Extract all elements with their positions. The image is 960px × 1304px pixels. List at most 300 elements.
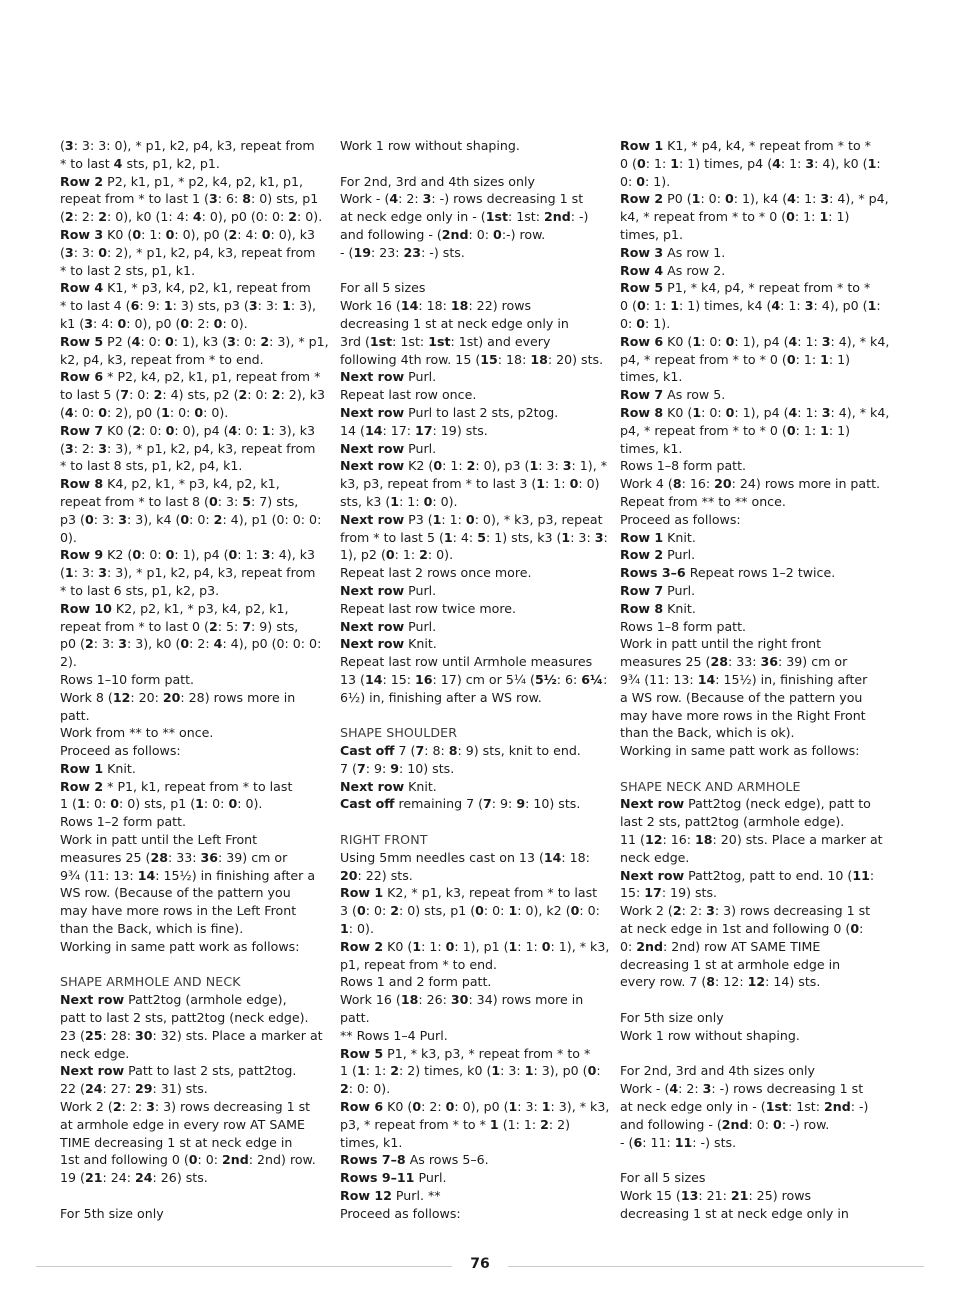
text-run: sts, p1, k2, p1. xyxy=(122,155,220,171)
text-run: : 1), p4 ( xyxy=(174,547,229,563)
text-run: 1st and following 0 ( xyxy=(60,1152,189,1168)
bold-text: Row 8 xyxy=(620,600,664,616)
bold-text: Row 6 xyxy=(60,369,104,385)
bold-text: 18 xyxy=(450,298,469,314)
text-run: : 22) sts. xyxy=(357,867,413,883)
bold-text: Row 5 xyxy=(60,333,104,349)
text-line xyxy=(620,1027,876,1045)
bold-text: 16 xyxy=(415,671,433,687)
text-line xyxy=(60,920,316,938)
text-run: : xyxy=(859,921,864,937)
text-line xyxy=(60,511,322,529)
text-line xyxy=(340,208,596,226)
text-line xyxy=(60,475,316,493)
bold-text: 0 xyxy=(493,226,502,242)
bold-text: 1 xyxy=(670,155,679,171)
bold-text: 3 xyxy=(98,440,107,456)
text-line xyxy=(60,724,316,742)
text-line xyxy=(620,1187,876,1205)
bold-text: 12 xyxy=(747,974,766,990)
text-run: : 22) rows xyxy=(468,298,532,314)
text-run: For 2nd, 3rd and 4th sizes only xyxy=(340,173,535,189)
text-run: may have more rows in the Right Front xyxy=(620,707,866,723)
text-run: : 18: xyxy=(497,351,531,367)
text-run: : xyxy=(876,155,881,171)
text-run: For all 5 sizes xyxy=(340,280,426,296)
text-run: : 14) sts. xyxy=(765,974,821,990)
blank-line xyxy=(60,956,316,974)
text-line xyxy=(340,457,607,475)
text-run: sts, k3 ( xyxy=(340,493,391,509)
text-line xyxy=(620,1134,876,1152)
text-run: : xyxy=(869,867,875,883)
bold-text: 3 xyxy=(146,1099,155,1115)
text-run: K1, * p4, k4, * repeat from * to * xyxy=(663,138,871,153)
text-run: : 24) rows more in patt. xyxy=(731,476,881,492)
text-run: : -) xyxy=(850,1099,869,1115)
text-run: : 3) sts, p3 ( xyxy=(172,298,249,314)
text-run: 3rd ( xyxy=(340,333,370,349)
bold-text: 0 xyxy=(188,1152,198,1168)
bold-text: 4 xyxy=(772,155,781,171)
bold-text: Next row xyxy=(340,582,405,598)
text-run: : 1: xyxy=(441,511,466,527)
bold-text: 0 xyxy=(569,476,579,492)
text-run: Knit. xyxy=(404,778,437,794)
text-run: : 1: xyxy=(394,547,420,563)
bold-text: Row 7 xyxy=(620,582,664,598)
text-line xyxy=(340,1205,596,1223)
text-run: : 0: xyxy=(579,903,600,919)
text-line xyxy=(620,440,876,458)
text-run: : 4), p1 (0: 0: 0: xyxy=(222,511,322,527)
text-run: Work 16 ( xyxy=(340,992,401,1008)
text-line xyxy=(620,475,881,493)
text-run: : 24: xyxy=(102,1170,136,1186)
bold-text: 14 xyxy=(137,867,156,883)
text-run: k2, p4, k3, repeat from * to end. xyxy=(60,351,264,367)
bold-text: 0 xyxy=(117,315,127,331)
text-run: Work 2 ( xyxy=(620,903,673,919)
bold-text: 7 xyxy=(415,743,425,759)
text-run: : 1: xyxy=(794,209,820,225)
text-run: : -) sts. xyxy=(421,244,465,260)
text-run: : 1) xyxy=(828,209,850,225)
bold-text: 0 xyxy=(786,351,796,367)
text-run: : 4), p0 (0: 0: 0: xyxy=(222,636,322,652)
bold-text: Row 7 xyxy=(60,422,104,438)
text-run: 19 ( xyxy=(60,1170,85,1186)
text-line xyxy=(340,1116,596,1134)
text-run: : 0) xyxy=(578,476,600,492)
text-run: : 1: xyxy=(795,351,821,367)
text-run: : 1) sts, k3 ( xyxy=(485,529,562,545)
text-line xyxy=(620,973,876,991)
text-line xyxy=(340,920,596,938)
text-run: repeat from * to last 1 ( xyxy=(60,191,209,207)
text-line xyxy=(620,208,876,226)
text-line xyxy=(60,1205,316,1223)
blank-line xyxy=(620,760,876,778)
bold-text: Next row xyxy=(340,369,405,385)
bold-text: Cast off xyxy=(340,796,395,812)
text-run: : 1: xyxy=(797,333,822,349)
text-line xyxy=(60,1169,316,1187)
text-line xyxy=(620,511,876,529)
text-run: Purl to last 2 sts, p2tog. xyxy=(404,404,559,420)
bold-text: Row 8 xyxy=(620,404,664,420)
text-run: 15: xyxy=(620,885,645,901)
text-line xyxy=(60,386,326,404)
text-run: : 3: 3: 0), * p1, k2, p4, k3, repeat from xyxy=(73,138,315,153)
text-run: : 1: xyxy=(645,155,671,171)
bold-text: 3 xyxy=(227,333,236,349)
text-run: Purl. ** xyxy=(391,1188,441,1204)
text-run: : 0). xyxy=(297,209,323,225)
text-run: decreasing 1 st at neck edge only in xyxy=(340,315,569,331)
text-run: Working in same patt work as follows: xyxy=(60,938,300,954)
text-line xyxy=(60,867,316,885)
text-line xyxy=(60,262,316,280)
left-column xyxy=(60,137,329,1223)
text-line xyxy=(60,1134,316,1152)
text-run: : 3: xyxy=(538,458,563,474)
bold-text: 3 xyxy=(118,511,127,527)
right-column xyxy=(620,137,890,1223)
bold-text: Row 1 xyxy=(620,529,664,545)
bold-text: Row 1 xyxy=(620,138,664,153)
text-line xyxy=(60,351,316,369)
text-line xyxy=(620,653,876,671)
bold-text: 1 xyxy=(489,1116,499,1132)
bold-text: 7 xyxy=(242,618,252,634)
bold-text: 0 xyxy=(636,298,646,314)
text-line xyxy=(60,742,316,760)
bold-text: 1 xyxy=(356,1063,366,1079)
text-line xyxy=(340,1027,596,1045)
bold-text: 20 xyxy=(714,476,732,492)
text-run: Patt2tog, patt to end. 10 ( xyxy=(684,867,853,883)
text-line xyxy=(620,493,876,511)
bold-text: 2 xyxy=(112,1099,122,1115)
bold-text: 1 xyxy=(282,298,291,314)
bold-text: 0 xyxy=(180,636,190,652)
text-run: : 0), p0 ( xyxy=(174,226,229,242)
text-line xyxy=(620,902,876,920)
text-run: : 4: xyxy=(237,226,262,242)
text-line xyxy=(60,582,316,600)
text-run: 0). xyxy=(60,529,77,545)
text-line xyxy=(60,618,316,636)
text-line xyxy=(620,831,883,849)
text-run: : 3), k3 xyxy=(270,422,316,438)
text-line xyxy=(620,1205,876,1223)
text-run: measures 25 ( xyxy=(60,849,151,865)
text-run: : 10) sts. xyxy=(398,760,455,776)
section-heading xyxy=(340,724,596,742)
text-run: 1 ( xyxy=(340,1063,357,1079)
text-line xyxy=(340,546,596,564)
text-line xyxy=(620,938,876,956)
text-line xyxy=(340,1134,596,1152)
text-run: : 1: xyxy=(365,1063,391,1079)
bold-text: 3 xyxy=(805,155,815,171)
text-run: patt. xyxy=(340,1010,370,1026)
text-line xyxy=(340,564,596,582)
text-run: : 3: xyxy=(217,493,243,509)
text-run: Knit. xyxy=(404,636,437,652)
text-line xyxy=(340,368,596,386)
bold-text: 0 xyxy=(165,226,175,242)
text-run: : 1) times, p4 ( xyxy=(678,155,773,171)
bold-text: 2 xyxy=(466,458,476,474)
text-run: Rows 1 and 2 form patt. xyxy=(340,974,492,990)
text-run: a WS row. (Because of the pattern you xyxy=(620,689,863,705)
text-run: : 1), * k3, xyxy=(550,938,610,954)
text-run: : 8: xyxy=(424,743,449,759)
text-line xyxy=(60,244,316,262)
text-run: For 2nd, 3rd and 4th sizes only xyxy=(620,1063,815,1079)
text-line xyxy=(620,1062,876,1080)
text-run: Proceed as follows: xyxy=(60,743,181,759)
bold-text: 3 xyxy=(64,138,74,153)
text-line xyxy=(620,386,876,404)
text-line xyxy=(60,991,316,1009)
text-run: : xyxy=(596,1063,601,1079)
text-run: Work 8 ( xyxy=(60,689,113,705)
text-run: : 15½) in finishing after a xyxy=(155,867,316,883)
text-line xyxy=(340,493,596,511)
bold-text: 1 xyxy=(508,938,518,954)
text-run: Purl. xyxy=(404,618,437,634)
text-run: : 0), k2 ( xyxy=(517,903,571,919)
bold-text: Next row xyxy=(620,796,685,812)
text-run: last 2 sts, patt2tog (armhole edge). xyxy=(620,814,845,830)
bold-text: 2 xyxy=(260,333,270,349)
text-run: : 2: xyxy=(421,1099,446,1115)
text-line xyxy=(60,902,316,920)
text-line xyxy=(620,582,876,600)
bold-text: 2nd xyxy=(543,209,571,225)
text-run: to last 5 ( xyxy=(60,387,121,403)
text-line xyxy=(620,173,876,191)
text-run: : 20) sts. Place a marker at xyxy=(712,832,883,848)
bold-text: Rows 7–8 xyxy=(340,1152,406,1168)
text-run: : 0), k3 xyxy=(270,226,316,242)
text-line xyxy=(340,973,596,991)
text-line xyxy=(60,707,316,725)
text-run: : 0), p0 (0: 0: xyxy=(201,209,289,225)
bold-text: 5½ xyxy=(534,671,557,687)
text-line xyxy=(60,208,323,226)
bold-text: Row 2 xyxy=(620,547,664,563)
text-line xyxy=(340,1187,596,1205)
bold-text: 18 xyxy=(400,992,419,1008)
text-line xyxy=(60,155,316,173)
text-line xyxy=(60,635,322,653)
text-run: and following - ( xyxy=(620,1116,722,1132)
text-line xyxy=(60,333,329,351)
text-run: Purl. xyxy=(404,582,437,598)
text-line xyxy=(620,813,876,831)
bold-text: 1 xyxy=(64,565,74,581)
text-run: Repeat rows 1–2 twice. xyxy=(685,565,836,581)
bold-text: 36 xyxy=(760,654,779,670)
text-run: : 1st: xyxy=(392,333,429,349)
text-run: : 0: xyxy=(197,1152,223,1168)
text-run: Work in patt until the right front xyxy=(620,636,822,652)
text-run: k3, p3, repeat from * to last 3 ( xyxy=(340,476,537,492)
text-run: Patt to last 2 sts, patt2tog. xyxy=(124,1063,297,1079)
text-run: : 4: xyxy=(452,529,478,545)
text-run: K4, p2, k1, * p3, k4, p2, k1, xyxy=(103,476,280,492)
bold-text: Next row xyxy=(340,618,405,634)
text-run: p3, * repeat from * to * xyxy=(340,1116,490,1132)
text-run: : 0: xyxy=(701,404,726,420)
text-run: 22 ( xyxy=(60,1081,85,1097)
bold-text: 2nd xyxy=(222,1152,249,1168)
text-run: : 0: xyxy=(203,796,229,812)
text-line xyxy=(60,279,316,297)
text-line xyxy=(620,226,876,244)
text-line xyxy=(60,404,316,422)
bold-text: 14 xyxy=(364,422,383,438)
bold-text: 2 xyxy=(271,387,281,403)
text-run: decreasing 1 st at neck edge only in xyxy=(620,1205,849,1221)
text-run: : 0). xyxy=(222,315,248,331)
bold-text: 4 xyxy=(213,636,223,652)
bold-text: 4 xyxy=(788,333,798,349)
text-run: : -) row. xyxy=(781,1116,830,1132)
bold-text: 18 xyxy=(695,832,713,848)
text-run: : 32) sts. Place a marker at xyxy=(152,1027,323,1043)
text-run: : 1) times, k4 ( xyxy=(678,298,772,314)
text-line xyxy=(620,368,876,386)
bold-text: 0 xyxy=(570,903,580,919)
bold-text: 1 xyxy=(867,155,877,171)
text-run: every row. 7 ( xyxy=(620,974,707,990)
text-run: 0 ( xyxy=(620,298,637,314)
text-run: Repeat from ** to ** once. xyxy=(620,493,786,509)
text-run: : 0: xyxy=(85,796,111,812)
text-line xyxy=(60,884,316,902)
text-run: K0 ( xyxy=(103,422,133,438)
text-run: p4, * repeat from * to * 0 ( xyxy=(620,351,787,367)
text-run: As rows 5–6. xyxy=(405,1152,489,1168)
text-run: : 2: xyxy=(189,315,214,331)
text-line xyxy=(60,778,316,796)
text-run: Rows 1–8 form patt. xyxy=(620,618,747,634)
bold-text: 0 xyxy=(213,315,223,331)
text-run: WS row. (Because of the pattern you xyxy=(60,885,291,901)
text-run: : -) rows decreasing 1 st xyxy=(431,191,584,207)
text-run: : 3: xyxy=(93,636,119,652)
bold-text: 0 xyxy=(84,511,94,527)
text-line xyxy=(340,884,596,902)
text-run: 2). xyxy=(60,654,77,670)
text-line xyxy=(60,1098,316,1116)
text-run: : 0: xyxy=(247,387,272,403)
bold-text: 9 xyxy=(516,796,526,812)
text-run: 0: xyxy=(620,173,637,189)
bold-text: 3 xyxy=(562,458,572,474)
text-run: : 3) rows decreasing 1 st xyxy=(154,1099,311,1115)
text-run: : 33: xyxy=(167,849,201,865)
text-run: p4, * repeat from * to * 0 ( xyxy=(620,422,787,438)
text-run: ( xyxy=(60,404,65,420)
text-run: * to last xyxy=(60,155,114,171)
text-run: : 3: xyxy=(257,298,283,314)
text-run: p3 ( xyxy=(60,511,85,527)
text-run: : 1st) and every xyxy=(450,333,551,349)
text-run: : 17) cm or 5¼ ( xyxy=(432,671,535,687)
bold-text: Row 4 xyxy=(620,262,664,278)
text-run: Work from ** to ** once. xyxy=(60,725,214,741)
bold-text: 3 xyxy=(821,333,831,349)
bold-text: Cast off xyxy=(340,743,395,759)
text-run: : 3) rows decreasing 1 st xyxy=(714,903,871,919)
bold-text: Row 12 xyxy=(340,1188,392,1204)
text-run: Purl. xyxy=(663,547,696,563)
text-run: Repeat last row twice more. xyxy=(340,600,516,616)
bold-text: 1 xyxy=(412,938,422,954)
text-run: 14 ( xyxy=(340,422,365,438)
text-run: * P1, k1, repeat from * to last xyxy=(103,778,293,794)
text-run: 23 ( xyxy=(60,1027,85,1043)
text-line xyxy=(60,831,316,849)
bold-text: 3 xyxy=(98,565,107,581)
bold-text: 8 xyxy=(672,476,682,492)
text-run: : 4), * p4, xyxy=(829,191,889,207)
text-run: repeat from * to last 8 ( xyxy=(60,493,209,509)
bold-text: Row 10 xyxy=(60,600,112,616)
bold-text: 1 xyxy=(670,298,679,314)
text-line xyxy=(620,404,890,422)
text-run: : 19) sts. xyxy=(661,885,718,901)
text-run: * to last 6 sts, p1, k2, p3. xyxy=(60,582,220,598)
text-line xyxy=(340,226,596,244)
bold-text: 2 xyxy=(213,511,223,527)
text-run: measures 25 ( xyxy=(620,654,711,670)
bold-text: 0 xyxy=(423,493,433,509)
bold-text: 3 xyxy=(64,440,74,456)
bold-text: 2 xyxy=(238,387,248,403)
bold-text: 1 xyxy=(163,298,173,314)
text-line xyxy=(60,457,316,475)
text-run: Using 5mm needles cast on 13 ( xyxy=(340,849,544,865)
bold-text: 5 xyxy=(477,529,486,545)
text-run: K2 ( xyxy=(103,547,133,563)
bold-text: 4 xyxy=(771,298,781,314)
text-run: from * to last 5 ( xyxy=(340,529,444,545)
text-line xyxy=(340,173,596,191)
bold-text: Row 4 xyxy=(60,280,104,296)
bold-text: 0 xyxy=(110,796,119,812)
text-run: Rows 1–10 form patt. xyxy=(60,671,195,687)
text-run: : 3: xyxy=(570,529,595,545)
text-run: Repeat last row until Armhole measures xyxy=(340,654,593,670)
text-run: : 27: xyxy=(102,1081,136,1097)
bold-text: 14 xyxy=(697,671,716,687)
text-run: : 16: xyxy=(662,832,696,848)
text-run: K1, * p3, k4, p2, k1, repeat from xyxy=(103,280,311,296)
text-run: patt to last 2 sts, patt2tog (neck edge). xyxy=(60,1010,309,1026)
text-run: : 2: xyxy=(73,440,99,456)
text-line xyxy=(60,529,316,547)
text-run: : 0: xyxy=(140,333,165,349)
text-line xyxy=(340,1098,610,1116)
bold-text: 0 xyxy=(164,333,174,349)
